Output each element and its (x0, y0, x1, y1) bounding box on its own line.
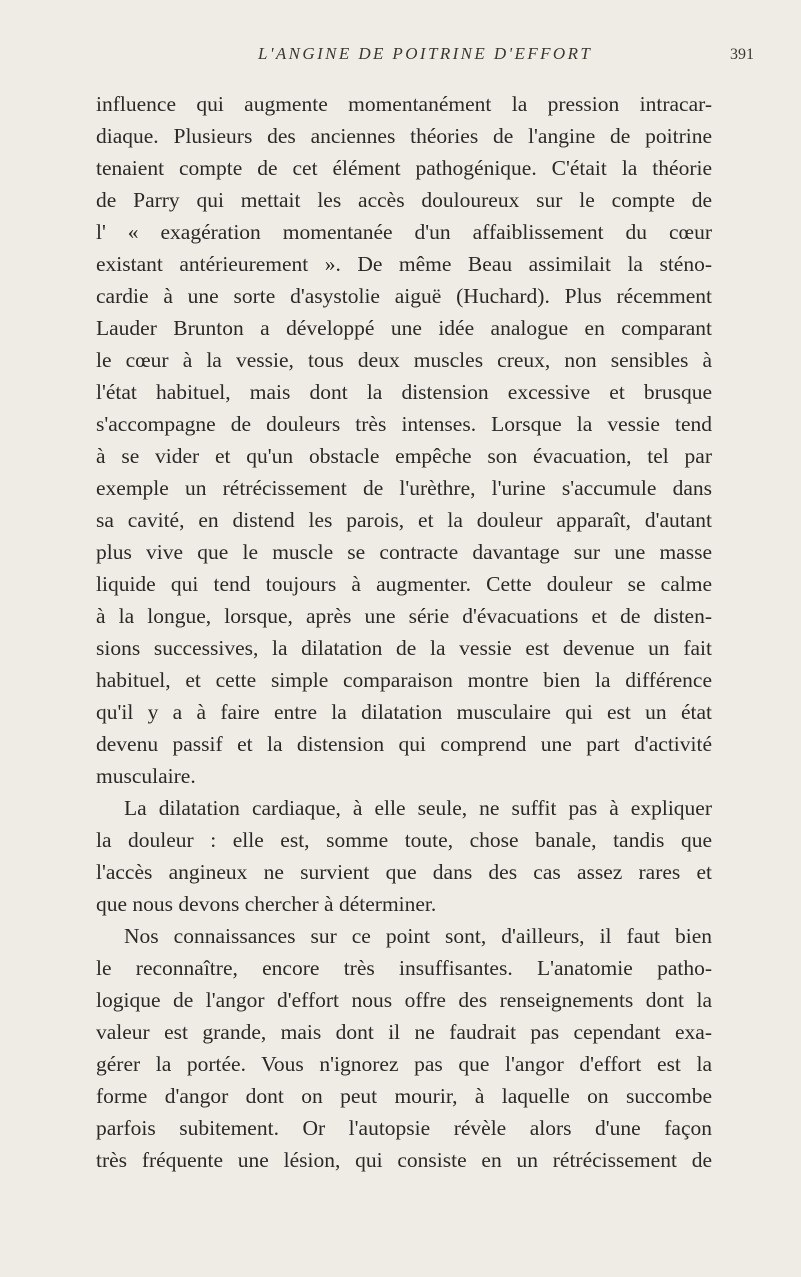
text-line: qu'il y a à faire entre la dilatation musculaire qui est un état (96, 700, 712, 724)
text-line: La dilatation cardiaque, à elle seule, ne suffit pas à expliquer (124, 796, 712, 820)
running-title: L'ANGINE DE POITRINE D'EFFORT (258, 44, 593, 63)
text-line: cardie à une sorte d'asystolie aiguë (Huchard). Plus récemment (96, 284, 712, 308)
text-line: parfois subitement. Or l'autopsie révèle alors d'une façon (96, 1116, 712, 1140)
text-line: forme d'angor dont on peut mourir, à laquelle on succombe (96, 1084, 712, 1108)
text-line: s'accompagne de douleurs très intenses. Lorsque la vessie tend (96, 412, 712, 436)
text-line: à la longue, lorsque, après une série d'évacuations et de disten- (96, 604, 712, 628)
text-line: devenu passif et la distension qui comprend une part d'activité (96, 732, 712, 756)
text-line: Nos connaissances sur ce point sont, d'ailleurs, il faut bien (124, 924, 712, 948)
text-line: l'état habituel, mais dont la distension excessive et brusque (96, 380, 712, 404)
text-line: le reconnaître, encore très insuffisantes. L'anatomie patho- (96, 956, 712, 980)
text-line: musculaire. (96, 764, 196, 788)
text-line: sa cavité, en distend les parois, et la douleur apparaît, d'autant (96, 508, 712, 532)
text-line: tenaient compte de cet élément pathogénique. C'était la théorie (96, 156, 712, 180)
text-line: habituel, et cette simple comparaison montre bien la différence (96, 668, 712, 692)
text-line: à se vider et qu'un obstacle empêche son évacuation, tel par (96, 444, 712, 468)
text-line: valeur est grande, mais dont il ne faudrait pas cependant exa- (96, 1020, 712, 1044)
text-line: liquide qui tend toujours à augmenter. Cette douleur se calme (96, 572, 712, 596)
text-line: de Parry qui mettait les accès douloureux sur le compte de (96, 188, 712, 212)
text-line: la douleur : elle est, somme toute, chose banale, tandis que (96, 828, 712, 852)
text-line: Lauder Brunton a développé une idée analogue en comparant (96, 316, 712, 340)
text-line: plus vive que le muscle se contracte davantage sur une masse (96, 540, 712, 564)
text-line: le cœur à la vessie, tous deux muscles creux, non sensibles à (96, 348, 712, 372)
text-line: existant antérieurement ». De même Beau assimilait la sténo- (96, 252, 712, 276)
running-head (0, 44, 801, 72)
text-line: l'accès angineux ne survient que dans des cas assez rares et (96, 860, 712, 884)
text-line: l' « exagération momentanée d'un affaiblissement du cœur (96, 220, 712, 244)
text-line: influence qui augmente momentanément la pression intracar- (96, 92, 712, 116)
text-line: très fréquente une lésion, qui consiste en un rétrécissement de (96, 1148, 712, 1172)
text-line: gérer la portée. Vous n'ignorez pas que l'angor d'effort est la (96, 1052, 712, 1076)
text-line: diaque. Plusieurs des anciennes théories de l'angine de poitrine (96, 124, 712, 148)
text-line: exemple un rétrécissement de l'urèthre, l'urine s'accumule dans (96, 476, 712, 500)
page-number: 391 (730, 46, 754, 63)
text-line: que nous devons chercher à déterminer. (96, 892, 437, 916)
text-line: sions successives, la dilatation de la vessie est devenue un fait (96, 636, 712, 660)
text-line: logique de l'angor d'effort nous offre des renseignements dont la (96, 988, 712, 1012)
